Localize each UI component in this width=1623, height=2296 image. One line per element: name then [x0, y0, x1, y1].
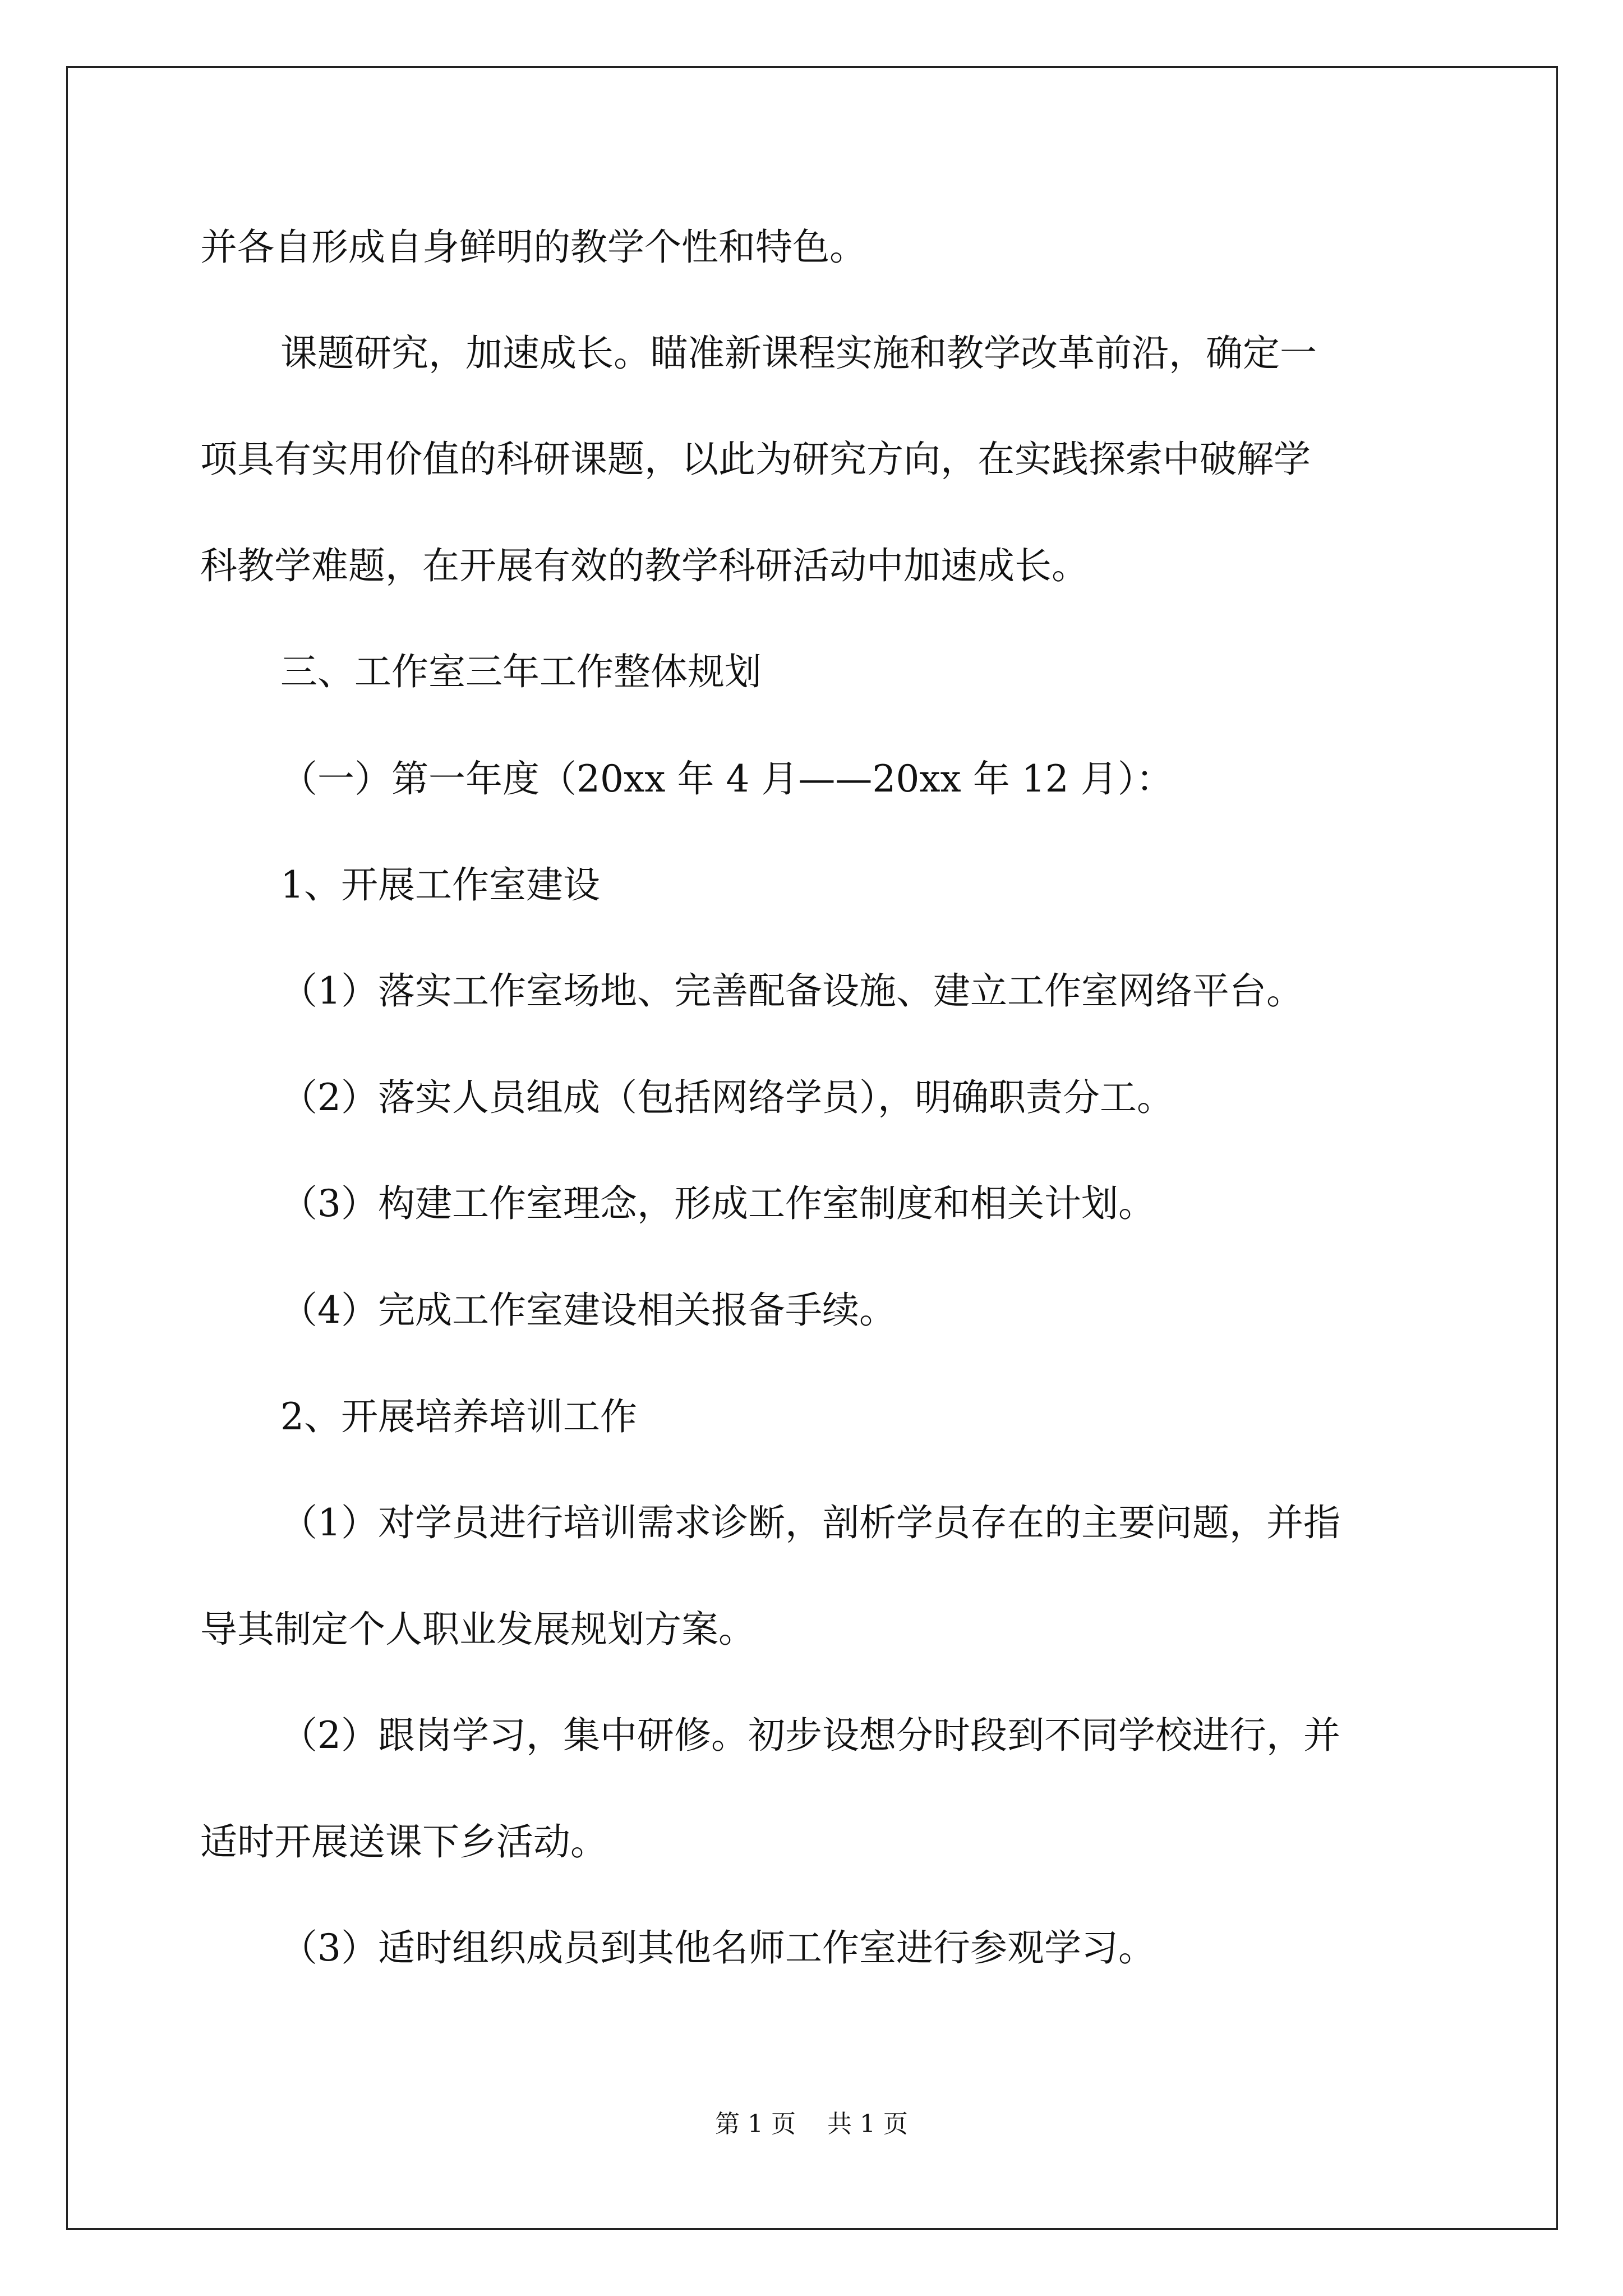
- paragraph-line: 项具有实用价值的科研课题，以此为研究方向，在实践探索中破解学: [200, 438, 1311, 481]
- list-item: （1）落实工作室场地、完善配备设施、建立工作室网络平台。: [280, 969, 1303, 1013]
- page-border: [66, 66, 1558, 2230]
- item-heading: 2、开展培养培训工作: [280, 1395, 637, 1438]
- list-item: （2）落实人员组成（包括网络学员），明确职责分工。: [280, 1076, 1174, 1119]
- list-item: （2）跟岗学习，集中研修。初步设想分时段到不同学校进行，并: [280, 1714, 1340, 1757]
- paragraph-line: 并各自形成自身鲜明的教学个性和特色。: [200, 226, 866, 269]
- paragraph-line: 科教学难题，在开展有效的教学科研活动中加速成长。: [200, 544, 1089, 587]
- list-item: （3）适时组织成员到其他名师工作室进行参观学习。: [280, 1926, 1155, 1970]
- list-item: （4）完成工作室建设相关报备手续。: [280, 1289, 896, 1332]
- list-item: （3）构建工作室理念，形成工作室制度和相关计划。: [280, 1182, 1155, 1225]
- page-footer: 第 1 页 共 1 页: [715, 2110, 908, 2138]
- subsection-heading: （一）第一年度（20xx 年 4 月——20xx 年 12 月）：: [280, 757, 1173, 800]
- paragraph-line: 课题研究，加速成长。瞄准新课程实施和教学改革前沿，确定一: [280, 332, 1317, 375]
- list-item: （1）对学员进行培训需求诊断，剖析学员存在的主要问题，并指: [280, 1501, 1340, 1544]
- section-heading: 三、工作室三年工作整体规划: [280, 650, 762, 693]
- item-heading: 1、开展工作室建设: [280, 863, 600, 907]
- paragraph-line: 导其制定个人职业发展规划方案。: [200, 1608, 755, 1651]
- paragraph-line: 适时开展送课下乡活动。: [200, 1820, 607, 1864]
